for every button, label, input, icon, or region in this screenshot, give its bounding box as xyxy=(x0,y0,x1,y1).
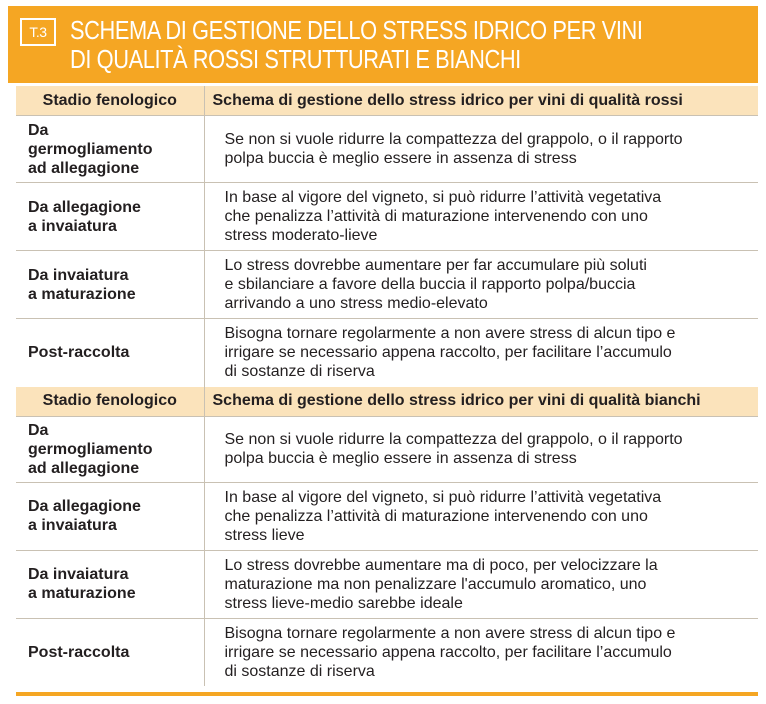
stress-management-table xyxy=(16,86,758,686)
table-row-white-1 xyxy=(16,416,758,482)
table-row-white-2 xyxy=(16,482,758,550)
table-row-red-3 xyxy=(16,251,758,319)
bottom-accent-rule xyxy=(16,692,758,696)
title-banner xyxy=(8,6,758,83)
scheme-cell: Bisogna tornare regolarmente a non avere stress di alcun tipo e irrigare se necessario appena raccolto, per facilitare l’accumulo di sostanze di riserva xyxy=(224,325,676,381)
stage-cell: Da germogliamento ad allegagione xyxy=(16,116,204,183)
table-title xyxy=(70,16,641,74)
table-title-line-2: DI QUALITÀ ROSSI STRUTTURATI E BIANCHI xyxy=(70,44,521,74)
column-header-red-scheme: Schema di gestione dello stress idrico per vini di qualità rossi xyxy=(204,86,758,116)
stage-cell: Da invaiatura a maturazione xyxy=(16,550,204,618)
column-header-stage: Stadio fenologico xyxy=(16,387,204,417)
scheme-cell: Bisogna tornare regolarmente a non avere stress di alcun tipo e irrigare se necessario appena raccolto, per facilitare l’accumulo di sostanze di riserva xyxy=(224,624,676,680)
stage-cell: Da allegagione a invaiatura xyxy=(16,183,204,251)
scheme-cell: In base al vigore del vigneto, si può ridurre l’attività vegetativa che penalizza l’attività di maturazione intervenendo con uno stress moderato-lieve xyxy=(204,183,758,251)
stage-cell: Post-raccolta xyxy=(16,618,204,686)
table-row-white-3 xyxy=(16,550,758,618)
table-row-red-4 xyxy=(16,319,758,387)
scheme-cell: Lo stress dovrebbe aumentare ma di poco, per velocizzare la maturazione ma non penalizzare l'accumulo aromatico, uno stress lieve-medio sarebbe ideale xyxy=(204,550,758,618)
scheme-cell: Lo stress dovrebbe aumentare per far accumulare più soluti e sbilanciare a favore della buccia il rapporto polpa/buccia arrivando a uno stress medio-elevato xyxy=(204,251,758,319)
header-row-white xyxy=(16,387,758,417)
header-row-red xyxy=(16,86,758,116)
column-header-white-scheme: Schema di gestione dello stress idrico per vini di qualità bianchi xyxy=(204,387,758,417)
table-row-red-2 xyxy=(16,183,758,251)
stage-cell: Da invaiatura a maturazione xyxy=(16,251,204,319)
table-number-badge: T.3 xyxy=(20,18,56,46)
scheme-cell: Se non si vuole ridurre la compattezza del grappolo, o il rapporto polpa buccia è meglio essere in assenza di stress xyxy=(204,116,758,183)
scheme-cell: Se non si vuole ridurre la compattezza del grappolo, o il rapporto polpa buccia è meglio essere in assenza di stress xyxy=(204,416,758,482)
table-row-red-1 xyxy=(16,116,758,183)
stage-cell: Da germogliamento ad allegagione xyxy=(16,416,204,482)
table-row-white-4 xyxy=(16,618,758,686)
table-title-line-1: SCHEMA DI GESTIONE DELLO STRESS IDRICO PER VINI xyxy=(70,15,643,45)
column-header-stage: Stadio fenologico xyxy=(16,86,204,116)
stage-cell: Da allegagione a invaiatura xyxy=(16,482,204,550)
scheme-cell: In base al vigore del vigneto, si può ridurre l’attività vegetativa che penalizza l’attività di maturazione intervenendo con uno stress lieve xyxy=(204,482,758,550)
stage-cell: Post-raccolta xyxy=(16,319,204,387)
